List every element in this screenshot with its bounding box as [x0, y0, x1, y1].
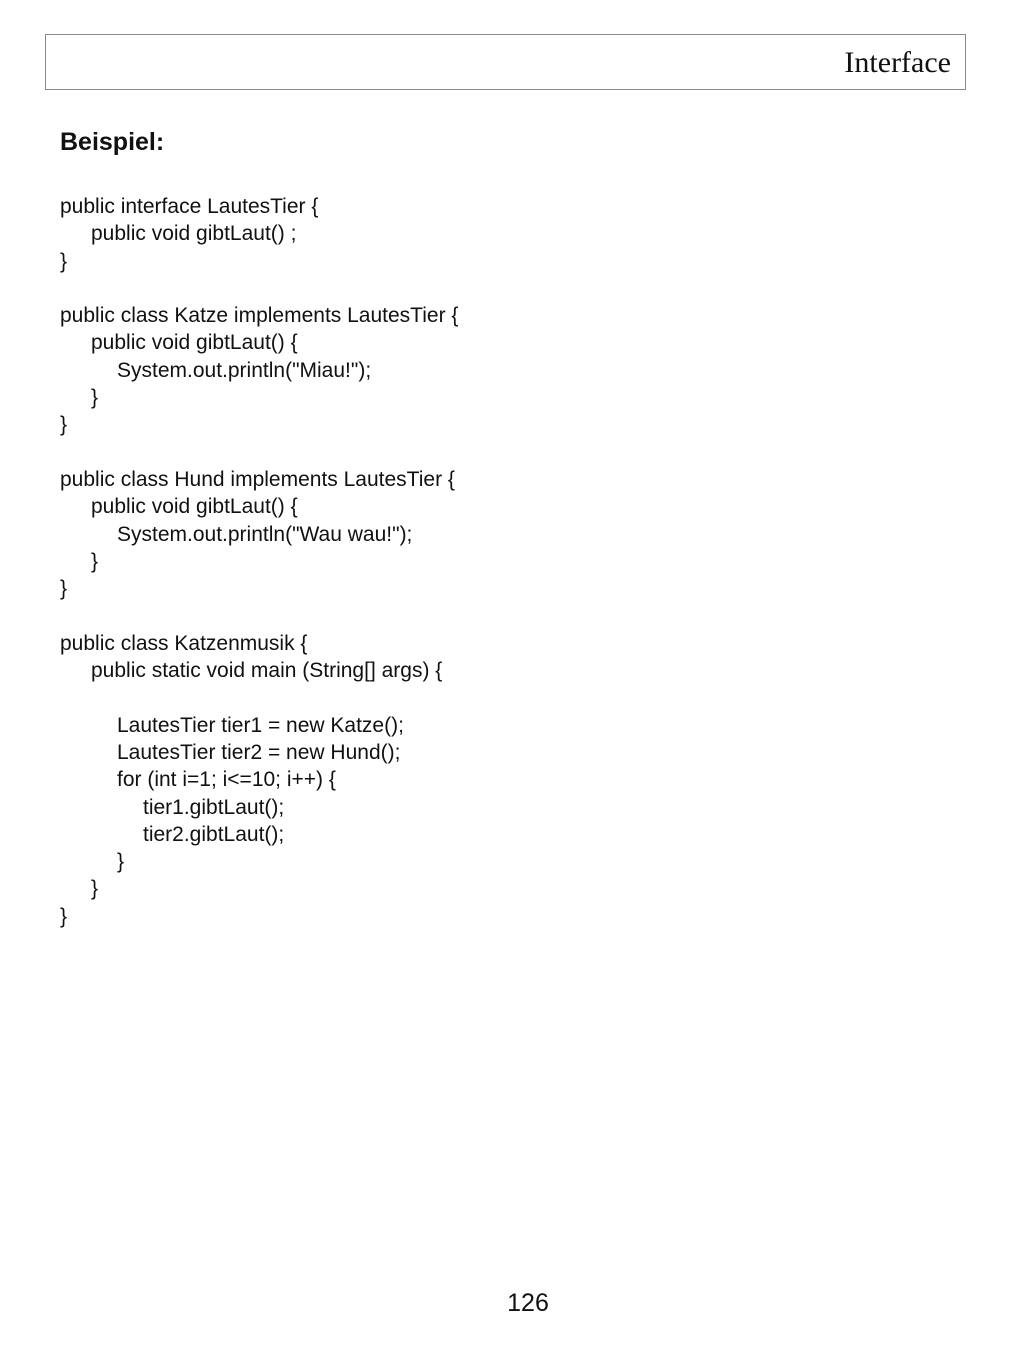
code-line: for (int i=1; i<=10; i++) {	[117, 768, 336, 792]
code-line: public void gibtLaut() {	[91, 331, 298, 355]
code-line: LautesTier tier1 = new Katze();	[117, 713, 404, 737]
code-line: }	[60, 577, 68, 601]
code-line: }	[91, 877, 99, 901]
header-box	[45, 34, 966, 90]
page-title: Interface	[844, 46, 951, 79]
code-line	[60, 602, 940, 629]
code-line	[60, 275, 940, 302]
code-line: public void gibtLaut() ;	[91, 222, 297, 246]
code-line: }	[117, 850, 125, 874]
code-line: public class Hund implements LautesTier {	[60, 467, 455, 491]
code-line: public class Katze implements LautesTier {	[60, 304, 459, 328]
code-line	[60, 684, 940, 711]
code-line: }	[91, 386, 99, 410]
code-block	[60, 193, 940, 930]
code-line	[60, 439, 940, 466]
code-line: public class Katzenmusik {	[60, 631, 308, 655]
code-line: }	[91, 549, 99, 573]
code-line: public static void main (String[] args) {	[91, 659, 443, 683]
code-line: public interface LautesTier {	[60, 195, 319, 218]
code-line: tier1.gibtLaut();	[143, 795, 285, 819]
section-heading: Beispiel:	[60, 128, 165, 156]
code-line: }	[60, 904, 68, 928]
code-line: System.out.println("Miau!");	[117, 358, 372, 382]
code-line: tier2.gibtLaut();	[143, 822, 285, 846]
code-line: public void gibtLaut() {	[91, 495, 298, 519]
code-line: System.out.println("Wau wau!");	[117, 522, 413, 546]
page-number: 126	[507, 1289, 549, 1317]
code-line: LautesTier tier2 = new Hund();	[117, 740, 401, 764]
code-line: }	[60, 413, 68, 437]
code-line: }	[60, 249, 68, 273]
